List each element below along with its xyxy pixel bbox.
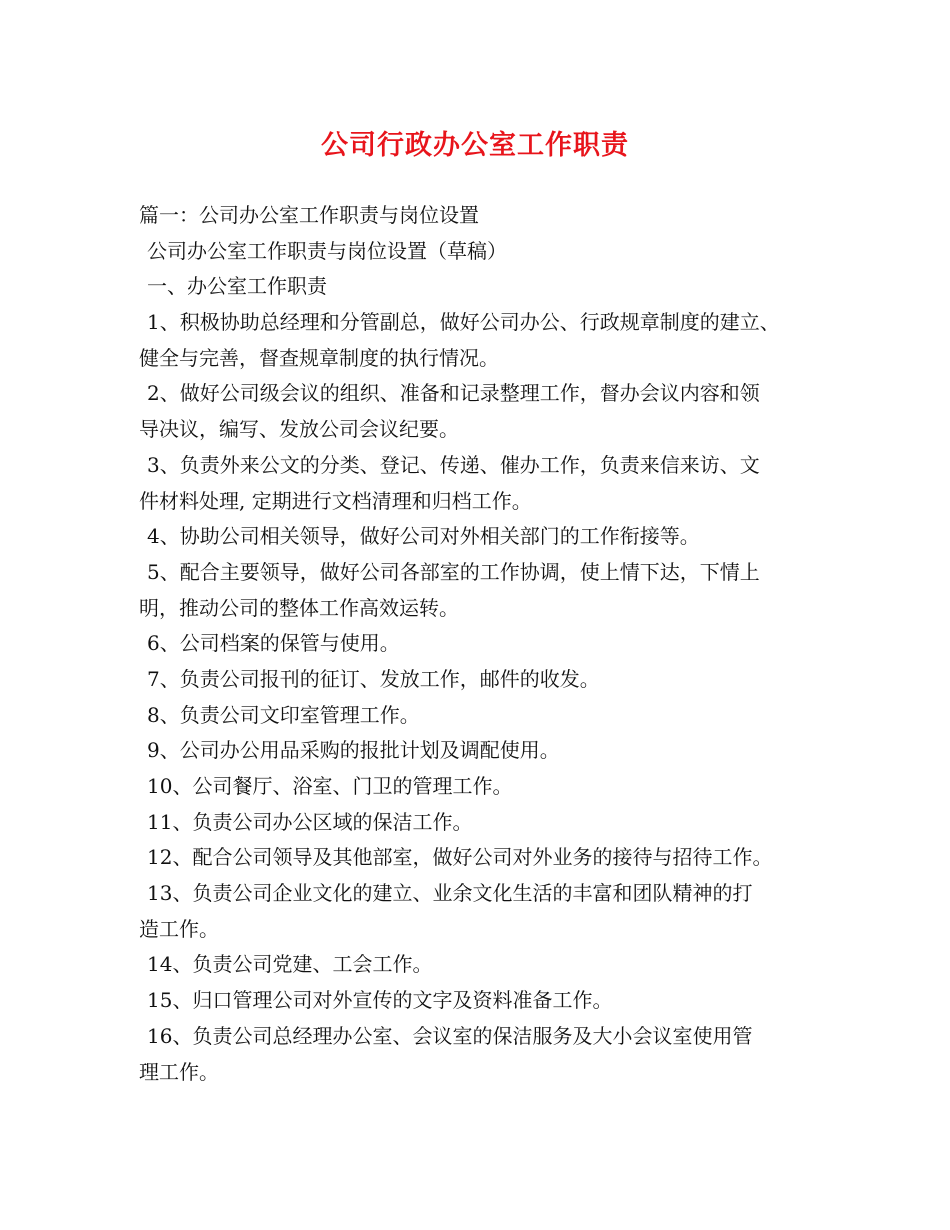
paragraph-line: 明，推动公司的整体工作高效运转。 (139, 595, 459, 620)
paragraph-line: 11、负责公司办公区域的保洁工作。 (147, 809, 473, 834)
paragraph-line: 9、公司办公用品采购的报批计划及调配使用。 (147, 738, 560, 763)
section-heading: 篇一：公司办公室工作职责与岗位设置 (139, 203, 479, 227)
paragraph-line: 健全与完善，督查规章制度的执行情况。 (139, 345, 499, 370)
paragraph-line: 15、归口管理公司对外宣传的文字及资料准备工作。 (147, 988, 613, 1013)
paragraph-line: 件材料处理, 定期进行文档清理和归档工作。 (139, 488, 532, 513)
paragraph-line: 2、做好公司级会议的组织、准备和记录整理工作，督办会议内容和领 (147, 381, 760, 406)
paragraph-line: 导决议，编写、发放公司会议纪要。 (139, 417, 459, 442)
paragraph-line: 10、公司餐厅、浴室、门卫的管理工作。 (147, 774, 513, 798)
section-heading: 一、办公室工作职责 (147, 274, 327, 299)
paragraph-line: 8、负责公司文印室管理工作。 (147, 702, 420, 727)
paragraph-line: 13、负责公司企业文化的建立、业余文化生活的丰富和团队精神的打 (147, 881, 753, 906)
paragraph-line: 7、负责公司报刊的征订、发放工作，邮件的收发。 (147, 666, 600, 691)
paragraph-line: 12、配合公司领导及其他部室，做好公司对外业务的接待与招待工作。 (147, 845, 773, 870)
subtitle-line: 公司办公室工作职责与岗位设置（草稿） (147, 238, 507, 263)
paragraph-line: 1、积极协助总经理和分管副总，做好公司办公、行政规章制度的建立、 (147, 310, 780, 335)
paragraph-line: 4、协助公司相关领导，做好公司对外相关部门的工作衔接等。 (147, 524, 700, 549)
paragraph-line: 14、负责公司党建、工会工作。 (147, 952, 433, 977)
paragraph-line: 3、负责外来公文的分类、登记、传递、催办工作，负责来信来访、文 (147, 452, 760, 477)
paragraph-line: 造工作。 (139, 916, 219, 941)
paragraph-line: 6、公司档案的保管与使用。 (147, 631, 400, 656)
paragraph-line: 5、配合主要领导，做好公司各部室的工作协调，使上情下达，下情上 (147, 559, 760, 584)
paragraph-line: 理工作。 (139, 1059, 219, 1084)
document-title: 公司行政办公室工作职责 (321, 130, 629, 161)
document-body (139, 198, 839, 1090)
paragraph-line: 16、负责公司总经理办公室、会议室的保洁服务及大小会议室使用管 (147, 1023, 753, 1048)
